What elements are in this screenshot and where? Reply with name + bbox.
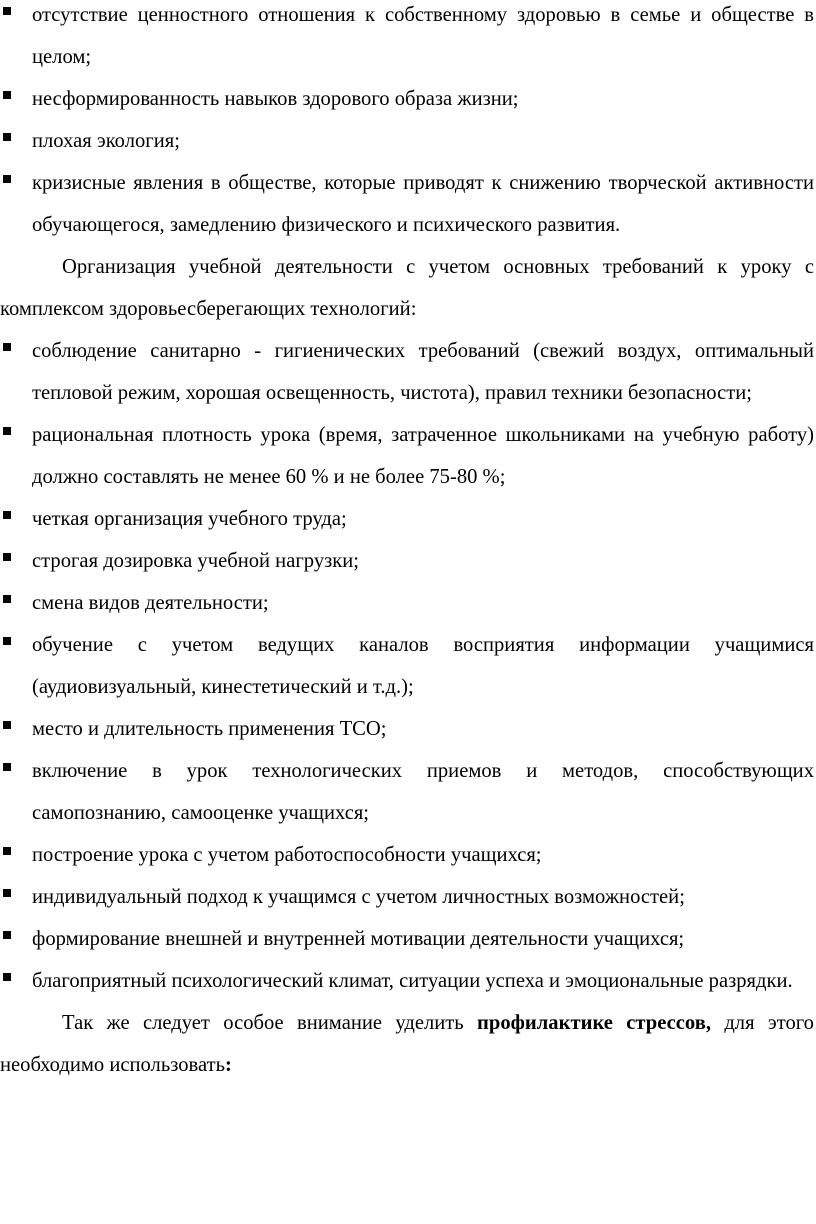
list-item: строгая дозировка учебной нагрузки; bbox=[0, 540, 816, 582]
list-item: плохая экология; bbox=[0, 120, 816, 162]
list-item: отсутствие ценностного отношения к собственному здоровью в семье и обществе в целом; bbox=[0, 0, 816, 78]
paragraph-text: Так же следует особое внимание уделить bbox=[62, 1012, 478, 1034]
paragraph-bold-colon: : bbox=[224, 1054, 232, 1076]
list-item: формирование внешней и внутренней мотивации деятельности учащихся; bbox=[0, 918, 816, 960]
list-item: несформированность навыков здорового образа жизни; bbox=[0, 78, 816, 120]
list-item: благоприятный психологический климат, ситуации успеха и эмоциональные разрядки. bbox=[0, 960, 816, 1002]
list-item: соблюдение санитарно - гигиенических требований (свежий воздух, оптимальный тепловой режим, хорошая освещенность, чистота), правил техники безопасности; bbox=[0, 330, 816, 414]
list-item: рациональная плотность урока (время, затраченное школьниками на учебную работу) должно составлять не менее 60 % и не более 75-80 %; bbox=[0, 414, 816, 498]
paragraph-text: для этого необходимо использовать bbox=[0, 1012, 814, 1076]
paragraph-stress bbox=[0, 1002, 816, 1086]
list-item: индивидуальный подход к учащимся с учетом личностных возможностей; bbox=[0, 876, 816, 918]
list-item: смена видов деятельности; bbox=[0, 582, 816, 624]
list-item: обучение с учетом ведущих каналов восприятия информации учащимися (аудиовизуальный, кинестетический и т.д.); bbox=[0, 624, 816, 708]
list-item: построение урока с учетом работоспособности учащихся; bbox=[0, 834, 816, 876]
paragraph-bold-text: профилактике стрессов, bbox=[477, 1012, 711, 1034]
paragraph: Организация учебной деятельности с учетом основных требований к уроку с комплексом здоровьесберегающих технологий: bbox=[0, 256, 814, 320]
list-item: включение в урок технологических приемов и методов, способствующих самопознанию, самооценке учащихся; bbox=[0, 750, 816, 834]
list-item: кризисные явления в обществе, которые приводят к снижению творческой активности обучающегося, замедлению физического и психического развития. bbox=[0, 162, 816, 246]
list-item: место и длительность применения ТСО; bbox=[0, 708, 816, 750]
list-item: четкая организация учебного труда; bbox=[0, 498, 816, 540]
